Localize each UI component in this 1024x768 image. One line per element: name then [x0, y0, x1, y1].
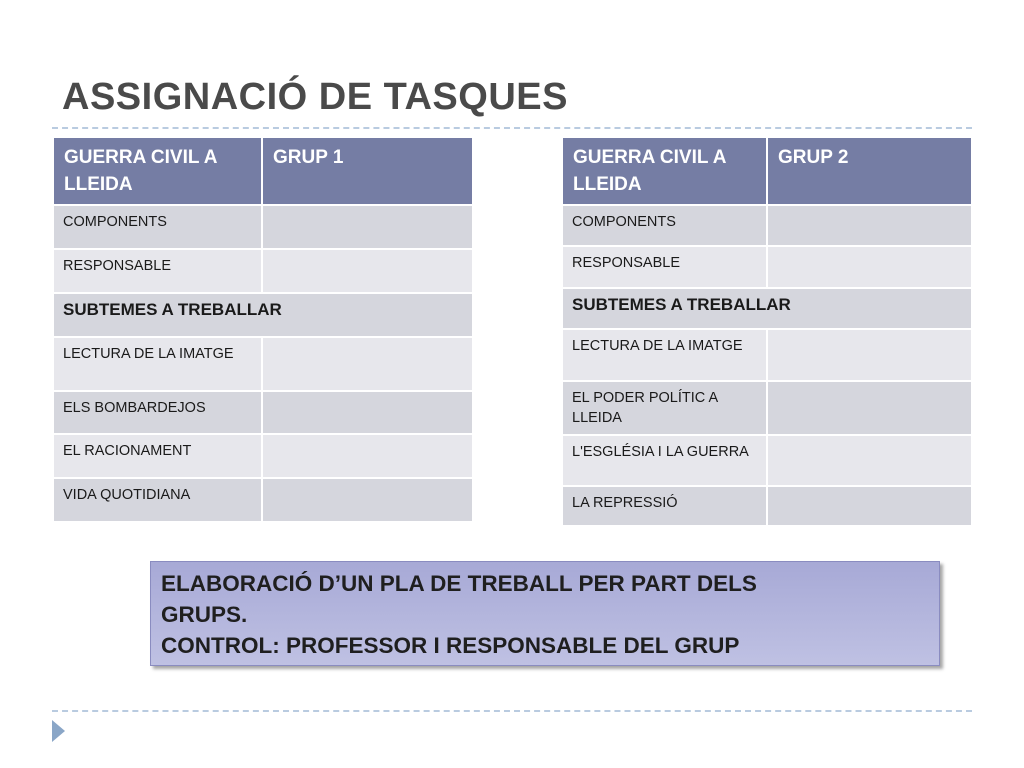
header-topic: GUERRA CIVIL A LLEIDA: [562, 137, 767, 205]
row-label: RESPONSABLE: [562, 246, 767, 288]
subtopic-label: ELS BOMBARDEJOS: [53, 391, 262, 434]
section-title: SUBTEMES A TREBALLAR: [562, 288, 972, 329]
subtopic-label: EL RACIONAMENT: [53, 434, 262, 478]
table-row: [53, 478, 473, 522]
subtopic-label: LECTURA DE LA IMATGE: [562, 329, 767, 381]
table-row: [53, 391, 473, 434]
subtopic-value-cell[interactable]: [262, 434, 473, 478]
title-divider: [52, 127, 972, 129]
row-label: COMPONENTS: [562, 205, 767, 246]
subtopic-label: LA REPRESSIÓ: [562, 486, 767, 526]
subtopic-label: VIDA QUOTIDIANA: [53, 478, 262, 522]
table-row: [562, 329, 972, 381]
group-1-table: [52, 136, 474, 523]
table-row-responsable: [53, 249, 473, 293]
section-header-row: [53, 293, 473, 337]
subtopic-value-cell[interactable]: [262, 337, 473, 391]
table-row: [562, 486, 972, 526]
group-2-table: [561, 136, 973, 527]
callout-line-1: ELABORACIÓ D’UN PLA DE TREBALL PER PART DELS: [161, 571, 757, 596]
subtopic-value-cell[interactable]: [767, 381, 972, 435]
table-row: [562, 435, 972, 486]
play-triangle-icon: [52, 720, 65, 742]
row-label: COMPONENTS: [53, 205, 262, 249]
subtopic-value-cell[interactable]: [767, 486, 972, 526]
table-row: [562, 381, 972, 435]
row-value-cell[interactable]: [767, 205, 972, 246]
table-row: [53, 337, 473, 391]
callout-line-2: GRUPS.: [161, 602, 248, 627]
callout-line-3: CONTROL: PROFESSOR I RESPONSABLE DEL GRUP: [161, 633, 740, 658]
page-title: ASSIGNACIÓ DE TASQUES: [62, 76, 568, 118]
table-row: [53, 434, 473, 478]
section-title: SUBTEMES A TREBALLAR: [53, 293, 473, 337]
work-plan-callout: [150, 561, 940, 666]
table-row-responsable: [562, 246, 972, 288]
section-header-row: [562, 288, 972, 329]
header-topic: GUERRA CIVIL A LLEIDA: [53, 137, 262, 205]
row-label: RESPONSABLE: [53, 249, 262, 293]
subtopic-label: EL PODER POLÍTIC A LLEIDA: [562, 381, 767, 435]
subtopic-value-cell[interactable]: [262, 391, 473, 434]
header-group: GRUP 2: [767, 137, 972, 205]
subtopic-label: L'ESGLÉSIA I LA GUERRA: [562, 435, 767, 486]
subtopic-label: LECTURA DE LA IMATGE: [53, 337, 262, 391]
row-value-cell[interactable]: [262, 249, 473, 293]
table-header-row: [53, 137, 473, 205]
subtopic-value-cell[interactable]: [767, 435, 972, 486]
table-row-components: [53, 205, 473, 249]
header-group: GRUP 1: [262, 137, 473, 205]
subtopic-value-cell[interactable]: [767, 329, 972, 381]
footer-divider: [52, 710, 972, 712]
table-header-row: [562, 137, 972, 205]
subtopic-value-cell[interactable]: [262, 478, 473, 522]
row-value-cell[interactable]: [767, 246, 972, 288]
table-row-components: [562, 205, 972, 246]
row-value-cell[interactable]: [262, 205, 473, 249]
